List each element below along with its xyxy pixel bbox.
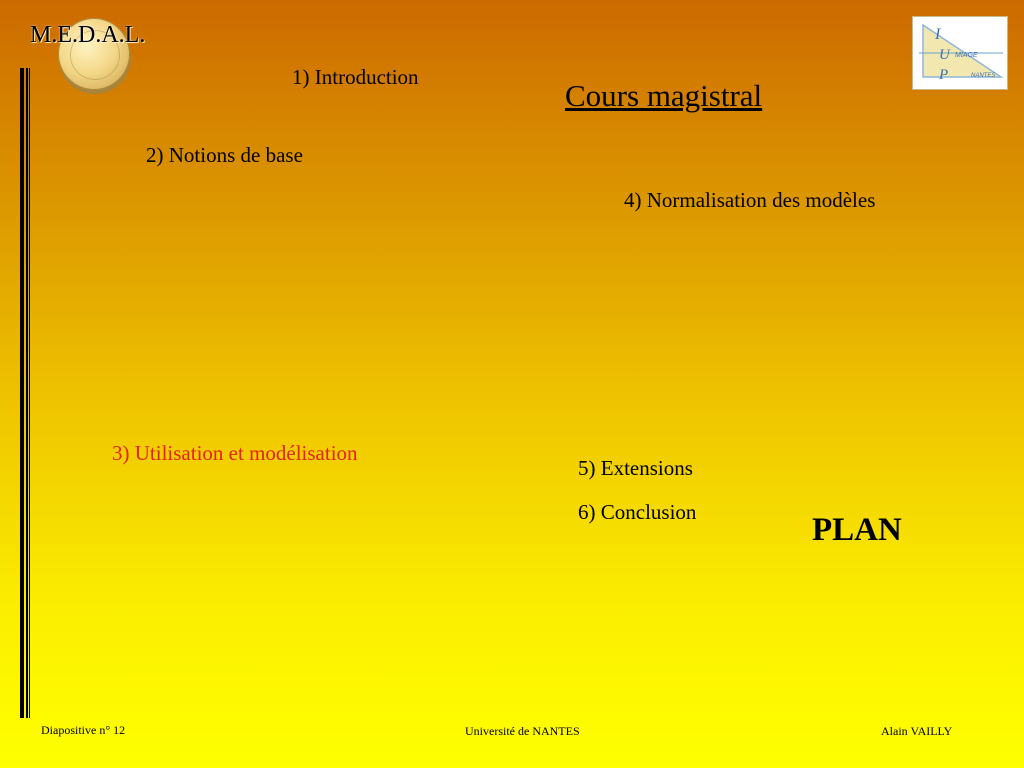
plan-item-extensions[interactable]: 5) Extensions [578, 456, 693, 480]
logo-word-nantes: NANTES [971, 73, 996, 79]
plan-heading: PLAN [812, 512, 902, 548]
left-rule-thin [29, 68, 30, 718]
plan-item-notions[interactable]: 2) Notions de base [146, 143, 303, 167]
left-rule-thick [20, 68, 24, 718]
logo-letter-p: P [939, 67, 949, 83]
plan-item-introduction[interactable]: 1) Introduction [292, 65, 419, 89]
iup-miage-logo [912, 16, 1008, 90]
left-rule-medium [26, 68, 28, 718]
plan-item-normalisation[interactable]: 4) Normalisation des modèles [624, 188, 876, 212]
course-subtitle: Cours magistral [565, 78, 763, 113]
plan-item-utilisation[interactable]: 3) Utilisation et modélisation [112, 441, 358, 465]
brand-title: M.E.D.A.L. [30, 22, 146, 48]
iup-miage-logo-graphic [913, 17, 1007, 89]
logo-word-miage: MIAGE [955, 52, 978, 59]
footer-author: Alain VAILLY [881, 724, 953, 738]
plan-item-conclusion[interactable]: 6) Conclusion [578, 500, 697, 524]
logo-letter-i: I [935, 26, 941, 43]
footer-slide-number: Diapositive n° 12 [41, 723, 126, 737]
footer-university: Université de NANTES [465, 724, 580, 738]
logo-letter-u: U [939, 47, 950, 63]
